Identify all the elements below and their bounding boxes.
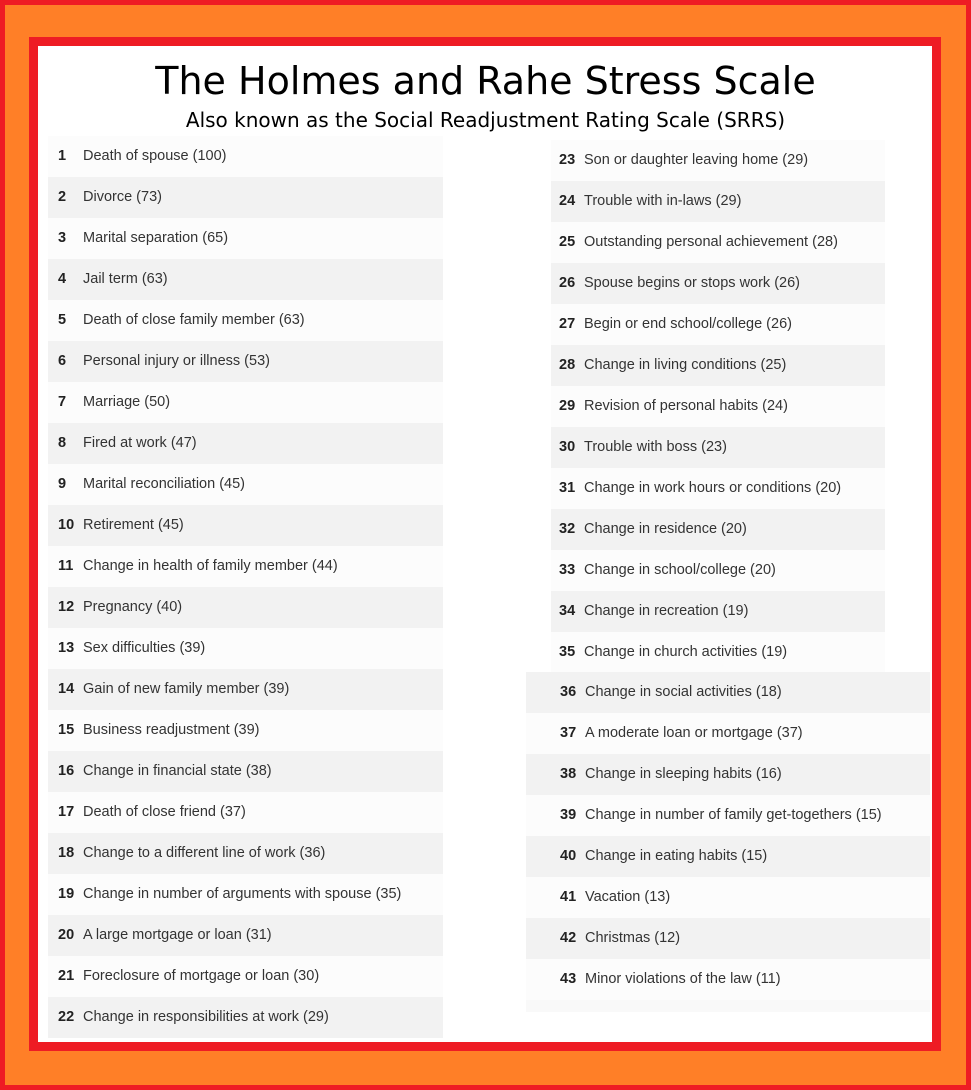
item-number: 24 <box>559 193 576 209</box>
item-number: 30 <box>559 439 576 455</box>
list-item <box>48 628 443 669</box>
item-number: 6 <box>58 353 67 369</box>
left-event-list <box>48 136 443 1038</box>
item-number: 36 <box>560 684 577 700</box>
item-number: 32 <box>559 521 576 537</box>
item-text: Death of spouse (100) <box>83 148 227 164</box>
item-number: 12 <box>58 599 75 615</box>
list-item <box>526 918 930 959</box>
item-number: 43 <box>560 971 577 987</box>
list-item <box>48 587 443 628</box>
item-text: Outstanding personal achievement (28) <box>584 234 838 250</box>
list-item <box>551 345 885 386</box>
item-number: 17 <box>58 804 75 820</box>
item-text: Son or daughter leaving home (29) <box>584 152 809 168</box>
item-number: 28 <box>559 357 576 373</box>
item-number: 22 <box>58 1009 75 1025</box>
item-text: Change in school/college (20) <box>584 562 776 578</box>
item-text: Christmas (12) <box>585 930 681 946</box>
item-text: Change in social activities (18) <box>585 684 782 700</box>
item-number: 20 <box>58 927 75 943</box>
item-text: Divorce (73) <box>83 189 162 205</box>
item-text: Change in eating habits (15) <box>585 848 768 864</box>
list-item <box>48 300 443 341</box>
item-text: Begin or end school/college (26) <box>584 316 792 332</box>
list-item <box>48 874 443 915</box>
list-item <box>551 263 885 304</box>
item-number: 3 <box>58 230 67 246</box>
list-item <box>526 795 930 836</box>
list-item <box>48 218 443 259</box>
item-number: 27 <box>559 316 576 332</box>
item-number: 5 <box>58 312 67 328</box>
item-text: Spouse begins or stops work (26) <box>584 275 800 291</box>
list-item <box>526 959 930 1000</box>
item-text: Death of close friend (37) <box>83 804 246 820</box>
page-subtitle: Also known as the Social Readjustment Rating Scale (SRRS) <box>185 108 786 132</box>
item-text: Revision of personal habits (24) <box>584 398 788 414</box>
item-text: Change in recreation (19) <box>584 603 749 619</box>
list-item <box>48 341 443 382</box>
list-item <box>48 751 443 792</box>
list-item <box>48 382 443 423</box>
list-item <box>48 915 443 956</box>
item-number: 31 <box>559 480 576 496</box>
list-item <box>551 140 885 181</box>
list-item <box>551 591 885 632</box>
list-item <box>551 304 885 345</box>
list-item <box>526 754 930 795</box>
item-number: 4 <box>58 271 67 287</box>
list-item <box>526 672 930 713</box>
list-item <box>551 550 885 591</box>
item-number: 11 <box>58 558 74 574</box>
list-item <box>48 177 443 218</box>
list-item <box>551 386 885 427</box>
item-number: 9 <box>58 476 67 492</box>
item-number: 19 <box>58 886 75 902</box>
list-item <box>48 997 443 1038</box>
list-item <box>48 792 443 833</box>
item-number: 34 <box>559 603 576 619</box>
item-number: 8 <box>58 435 67 451</box>
right-event-list <box>551 140 885 673</box>
list-item <box>551 509 885 550</box>
item-number: 25 <box>559 234 576 250</box>
item-text: Marital separation (65) <box>83 230 229 246</box>
item-text: Death of close family member (63) <box>83 312 305 328</box>
item-number: 26 <box>559 275 576 291</box>
item-number: 42 <box>560 930 577 946</box>
item-number: 7 <box>58 394 67 410</box>
item-text: Sex difficulties (39) <box>83 640 206 656</box>
item-number: 29 <box>559 398 576 414</box>
item-text: Change in work hours or conditions (20) <box>584 480 842 496</box>
list-item <box>551 222 885 263</box>
item-text: Change to a different line of work (36) <box>83 845 326 861</box>
item-text: Minor violations of the law (11) <box>585 971 781 987</box>
item-text: Change in residence (20) <box>584 521 747 537</box>
list-item <box>526 877 930 918</box>
list-item <box>551 468 885 509</box>
item-text: Change in living conditions (25) <box>584 357 787 373</box>
item-number: 41 <box>560 889 577 905</box>
item-number: 23 <box>559 152 576 168</box>
right-event-list-lower <box>526 672 930 1000</box>
item-number: 33 <box>559 562 576 578</box>
item-text: Trouble with boss (23) <box>584 439 727 455</box>
list-item <box>48 136 443 177</box>
item-text: Foreclosure of mortgage or loan (30) <box>83 968 320 984</box>
list-item <box>551 427 885 468</box>
list-item <box>48 669 443 710</box>
item-number: 15 <box>58 722 75 738</box>
list-item <box>48 423 443 464</box>
item-text: Fired at work (47) <box>83 435 197 451</box>
list-item <box>551 181 885 222</box>
item-text: Pregnancy (40) <box>83 599 183 615</box>
item-text: Business readjustment (39) <box>83 722 260 738</box>
item-text: Change in sleeping habits (16) <box>585 766 782 782</box>
item-text: Trouble with in-laws (29) <box>584 193 742 209</box>
list-item <box>526 713 930 754</box>
item-text: Gain of new family member (39) <box>83 681 290 697</box>
item-text: Retirement (45) <box>83 517 184 533</box>
item-number: 18 <box>58 845 75 861</box>
item-text: Change in financial state (38) <box>83 763 272 779</box>
item-number: 38 <box>560 766 577 782</box>
item-number: 35 <box>559 644 576 660</box>
item-text: Change in responsibilities at work (29) <box>83 1009 329 1025</box>
item-number: 40 <box>560 848 577 864</box>
item-text: Change in health of family member (44) <box>83 558 338 574</box>
list-item <box>48 956 443 997</box>
list-item <box>48 464 443 505</box>
item-text: Change in number of family get-togethers (15) <box>585 807 882 823</box>
item-text: Marriage (50) <box>83 394 171 410</box>
item-text: Personal injury or illness (53) <box>83 353 270 369</box>
item-number: 2 <box>58 189 67 205</box>
item-number: 21 <box>58 968 75 984</box>
item-number: 10 <box>58 517 75 533</box>
item-text: Vacation (13) <box>585 889 671 905</box>
list-item <box>526 836 930 877</box>
item-text: A moderate loan or mortgage (37) <box>585 725 803 741</box>
item-text: A large mortgage or loan (31) <box>83 927 272 943</box>
list-item <box>48 833 443 874</box>
item-text: Jail term (63) <box>83 271 168 287</box>
item-number: 13 <box>58 640 75 656</box>
item-text: Change in number of arguments with spouse (35) <box>83 886 402 902</box>
item-number: 37 <box>560 725 577 741</box>
list-item <box>48 505 443 546</box>
item-text: Change in church activities (19) <box>584 644 788 660</box>
list-item <box>48 710 443 751</box>
list-item <box>48 259 443 300</box>
list-item <box>48 546 443 587</box>
item-number: 39 <box>560 807 577 823</box>
list-item <box>551 632 885 673</box>
item-number: 16 <box>58 763 75 779</box>
item-number: 1 <box>58 148 67 164</box>
item-text: Marital reconciliation (45) <box>83 476 245 492</box>
page-title: The Holmes and Rahe Stress Scale <box>155 59 816 103</box>
item-number: 14 <box>58 681 75 697</box>
